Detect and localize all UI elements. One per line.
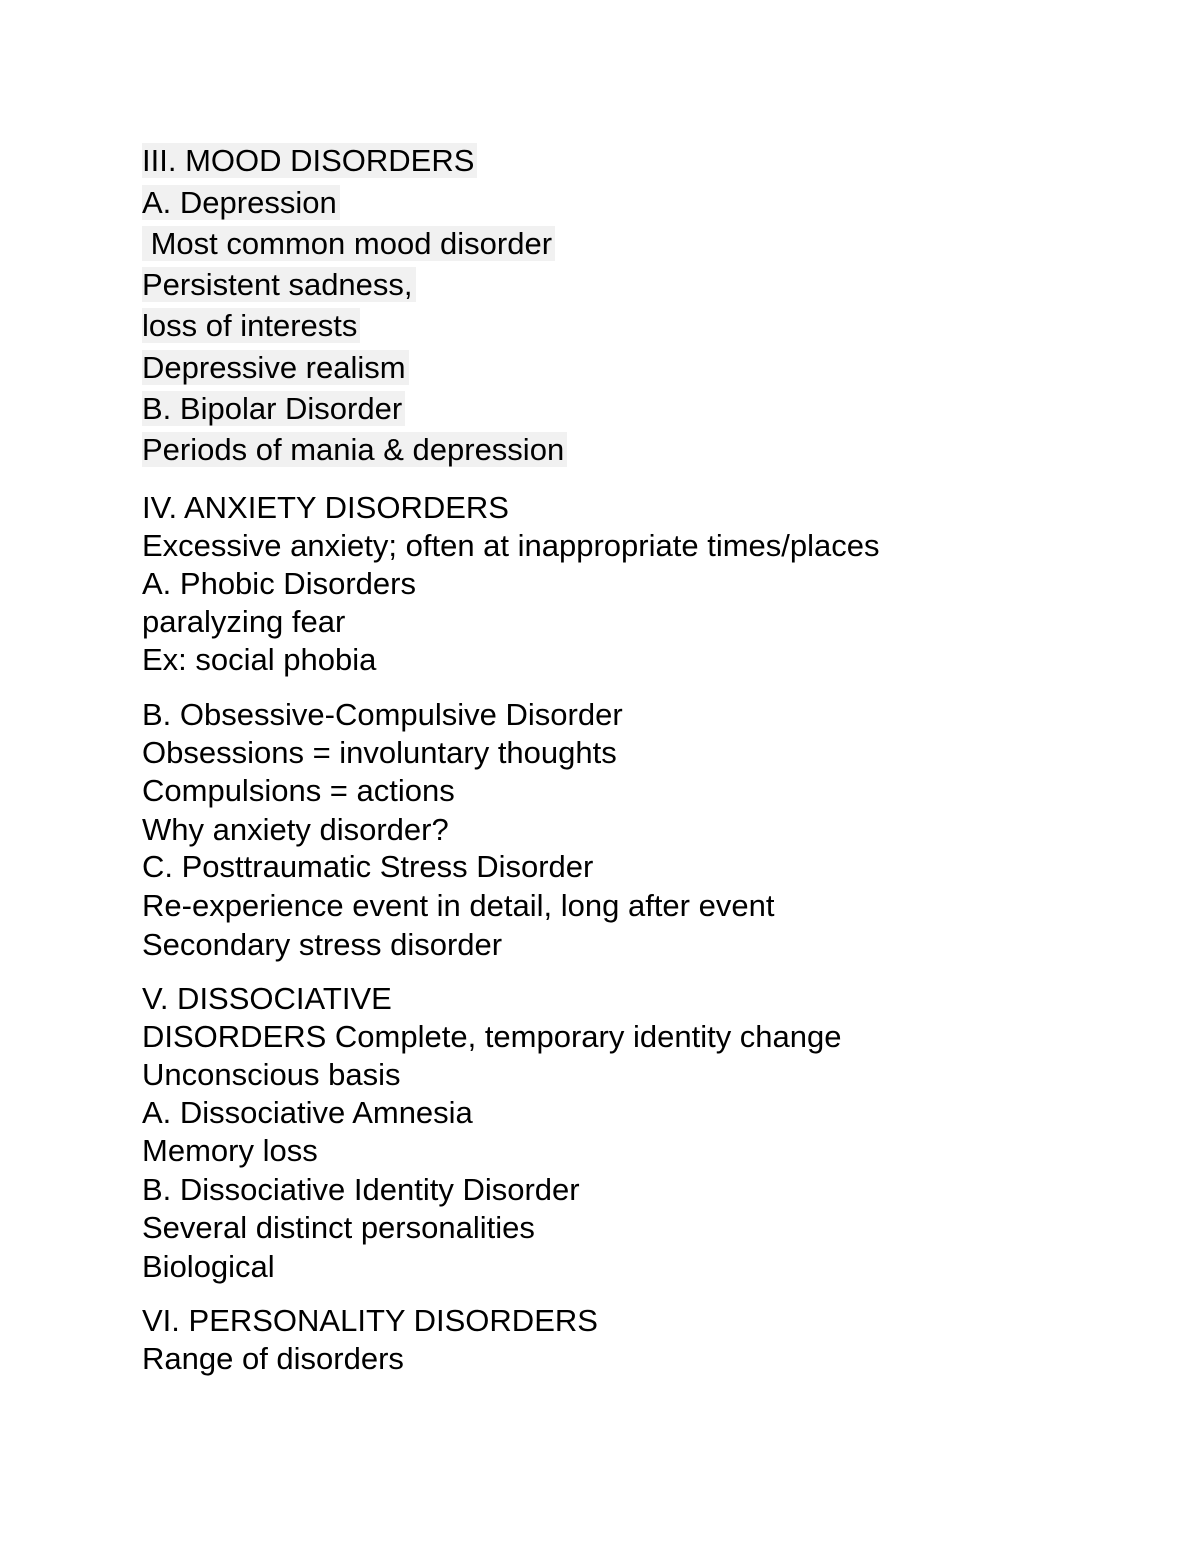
text-line bbox=[142, 224, 555, 264]
subheading-ocd: B. Obsessive-Compulsive Disorder bbox=[142, 697, 623, 732]
section-heading-anxiety-disorders: IV. ANXIETY DISORDERS bbox=[142, 490, 509, 525]
text-line bbox=[142, 430, 567, 470]
text-line: Compulsions = actions bbox=[142, 773, 455, 808]
subheading-depression bbox=[142, 183, 340, 223]
text-line: B. Bipolar Disorder bbox=[142, 391, 405, 426]
text-line: III. MOOD DISORDERS bbox=[142, 143, 477, 178]
text-line: Secondary stress disorder bbox=[142, 927, 503, 962]
section-heading-personality-disorders: VI. PERSONALITY DISORDERS bbox=[142, 1303, 598, 1338]
section-heading-mood-disorders bbox=[142, 141, 477, 181]
text-line bbox=[142, 306, 360, 346]
text-line: Memory loss bbox=[142, 1133, 318, 1168]
text-line: A. Depression bbox=[142, 185, 340, 220]
section-heading-dissociative: V. DISSOCIATIVE bbox=[142, 981, 392, 1016]
text-line: paralyzing fear bbox=[142, 604, 346, 639]
text-line: Persistent sadness, bbox=[142, 267, 416, 302]
text-line: Several distinct personalities bbox=[142, 1210, 535, 1245]
text-line: Re-experience event in detail, long after event bbox=[142, 888, 775, 923]
text-line: Range of disorders bbox=[142, 1341, 404, 1376]
subheading-phobic-disorders: A. Phobic Disorders bbox=[142, 566, 416, 601]
text-line bbox=[142, 348, 409, 388]
text-line: Unconscious basis bbox=[142, 1057, 401, 1092]
subheading-dissociative-identity-disorder: B. Dissociative Identity Disorder bbox=[142, 1172, 580, 1207]
subheading-dissociative-amnesia: A. Dissociative Amnesia bbox=[142, 1095, 473, 1130]
text-line: Excessive anxiety; often at inappropriate times/places bbox=[142, 528, 880, 563]
text-line: Depressive realism bbox=[142, 350, 409, 385]
text-line: Periods of mania & depression bbox=[142, 432, 567, 467]
subheading-bipolar-disorder bbox=[142, 389, 405, 429]
text-line: Most common mood disorder bbox=[142, 226, 555, 261]
text-line: loss of interests bbox=[142, 308, 360, 343]
text-line: Biological bbox=[142, 1249, 275, 1284]
text-line: Obsessions = involuntary thoughts bbox=[142, 735, 617, 770]
text-line: Why anxiety disorder? bbox=[142, 812, 449, 847]
text-line: Ex: social phobia bbox=[142, 642, 377, 677]
text-line: DISORDERS Complete, temporary identity change bbox=[142, 1019, 842, 1054]
subheading-ptsd: C. Posttraumatic Stress Disorder bbox=[142, 849, 594, 884]
text-line bbox=[142, 265, 416, 305]
